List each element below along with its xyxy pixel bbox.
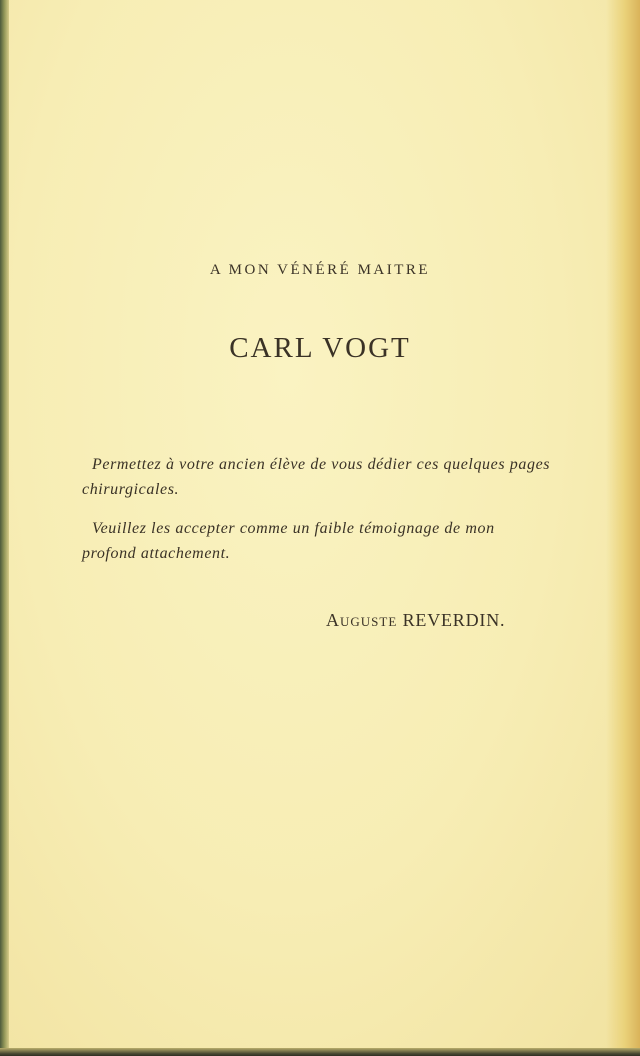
signature-last-name: REVERDIN.: [402, 610, 506, 630]
page-right-edge: [606, 0, 640, 1056]
signature: [326, 610, 505, 631]
dedicatee-name: CARL VOGT: [229, 332, 411, 364]
dedication-heading: A MON VÉNÉRÉ MAITRE: [209, 262, 431, 278]
paragraph-permission: [82, 452, 552, 502]
signature-first-name: Auguste: [326, 610, 398, 630]
paragraph-permission-text: Permettez à votre ancien élève de vous dédier ces quelques pages chirurgicales.: [82, 456, 551, 498]
page-left-edge: [0, 0, 9, 1056]
paragraph-acceptance-text: Veuillez les accepter comme un faible témoignage de mon profond attachement.: [82, 520, 495, 562]
page-bottom-edge: [0, 1048, 640, 1056]
paragraph-acceptance: [82, 516, 552, 566]
